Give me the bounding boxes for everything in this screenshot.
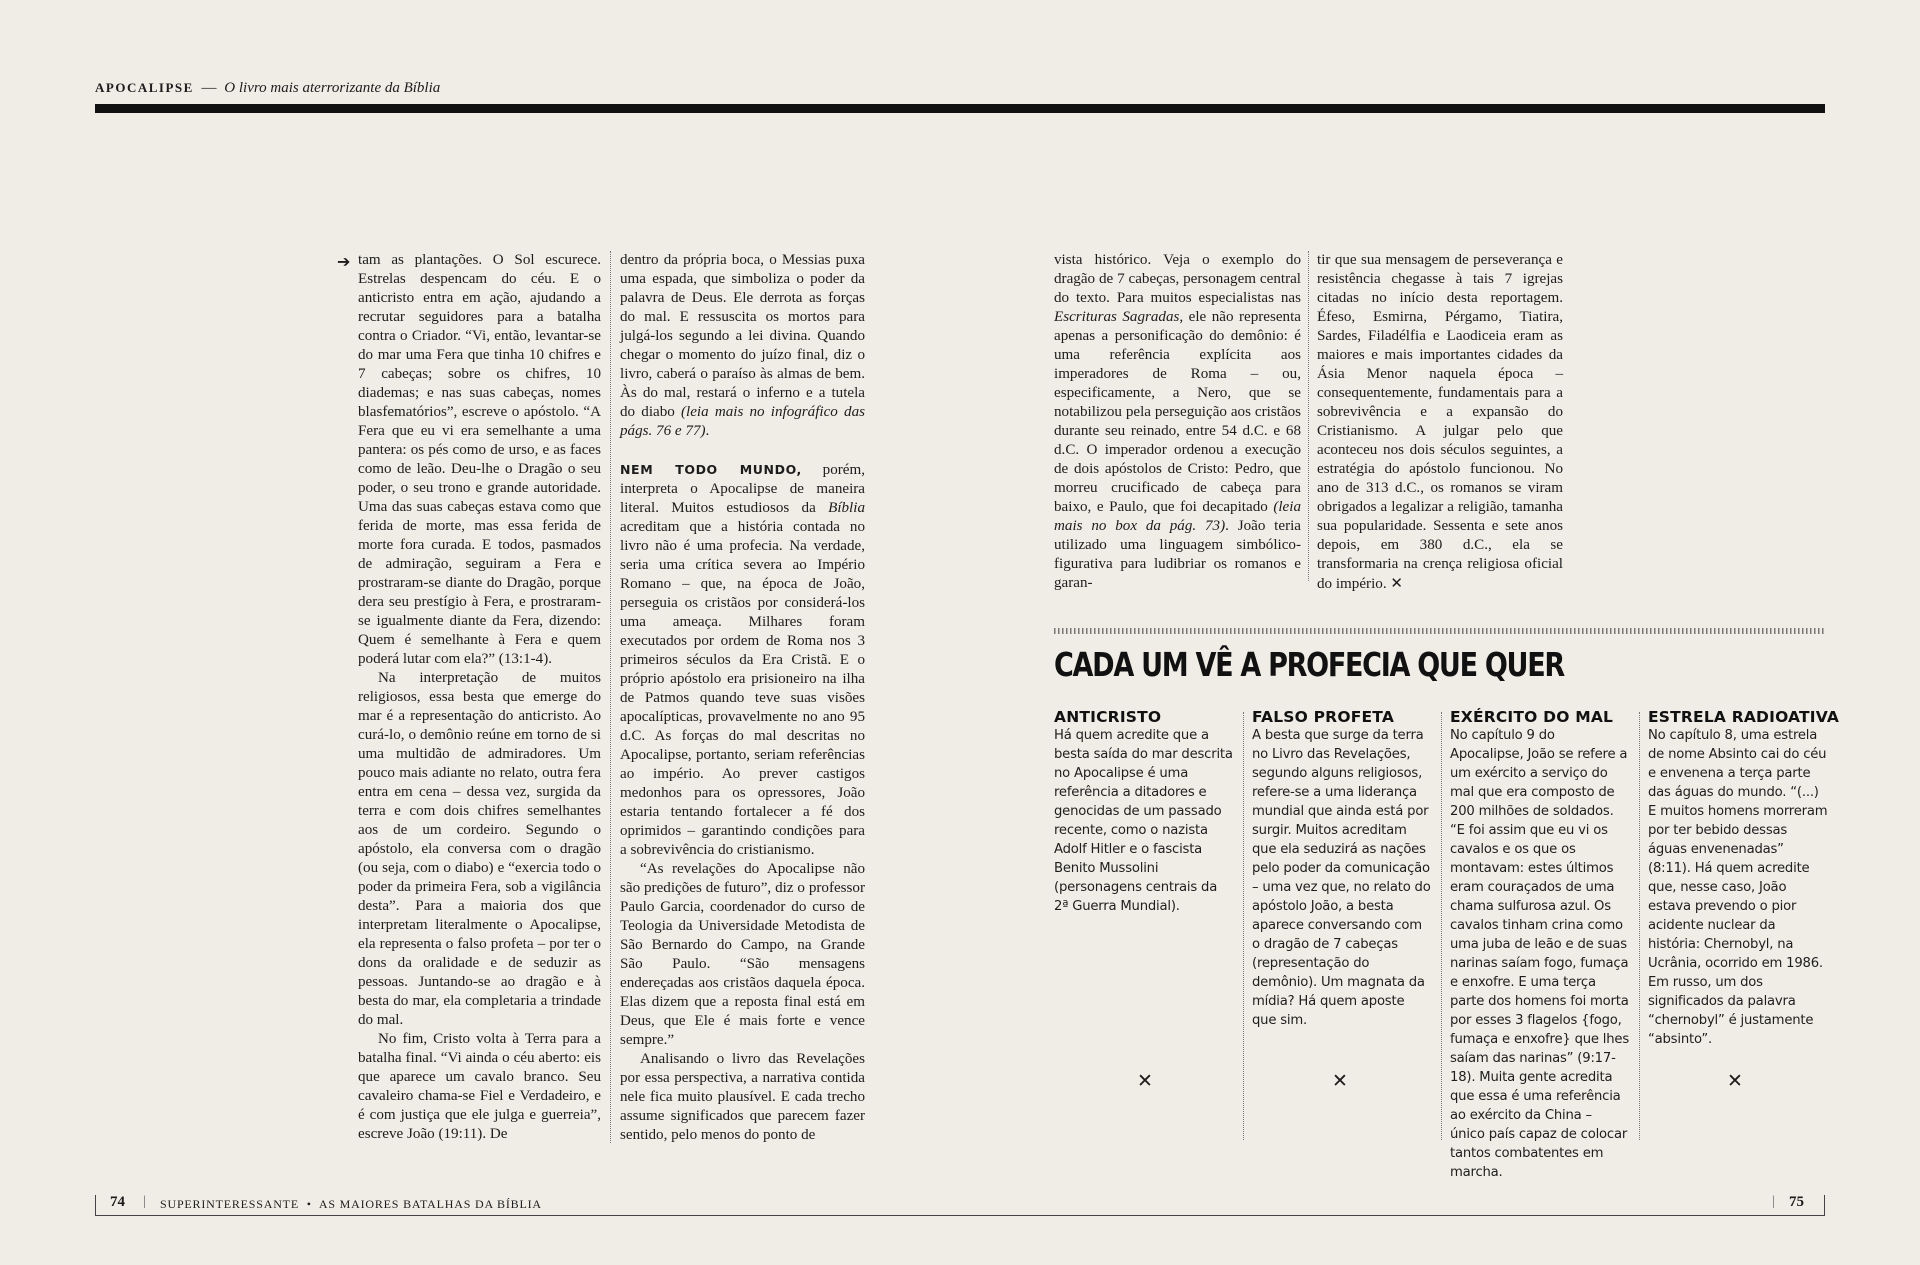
prophecy-item-anticristo (1054, 708, 1234, 916)
text-run: . (705, 423, 710, 439)
footer-separator: | (1772, 1194, 1775, 1209)
end-mark-icon: ✕ (1332, 1070, 1348, 1092)
header-subtitle: O livro mais aterrorizante da Bíblia (224, 80, 441, 96)
box-title: CADA UM VÊ A PROFECIA QUE QUER (1054, 645, 1564, 684)
footer-edge-right (1824, 1195, 1825, 1216)
box-separator (1054, 628, 1826, 634)
header-rule (95, 104, 1825, 113)
paragraph (620, 460, 865, 860)
text-run: porém, interpreta o Apocalipse de maneira literal. Muitos estudiosos da (620, 462, 866, 516)
prophecy-heading: FALSO PROFETA (1252, 708, 1395, 726)
column-divider (1308, 251, 1309, 581)
footer-edge-left (95, 1195, 96, 1216)
footer-separator: | (143, 1194, 146, 1209)
column-divider (1639, 712, 1640, 1140)
column-divider (1243, 712, 1244, 1140)
prophecy-item-exercito-do-mal (1450, 708, 1630, 1182)
prophecy-text: Há quem acredite que a besta saída do mar descrita no Apocalipse é uma referência a ditadores e genocidas de um passado recente, como o nazista Adolf Hitler e o fascista Benito Mussolini (personagens centrais da 2ª Guerra Mundial). (1054, 728, 1233, 914)
page-reference: (leia mais no infográfico das págs. 76 e 77) (620, 404, 865, 439)
text-run: . João teria utilizado uma linguagem simbólico-figurativa para ludibriar os romanos e garan- (1054, 518, 1301, 591)
page-number-right: 75 (1789, 1194, 1804, 1210)
page-number-left: 74 (110, 1194, 125, 1210)
paragraph (1054, 251, 1301, 593)
prophecy-heading: EXÉRCITO DO MAL (1450, 708, 1614, 726)
prophecy-item-estrela-radioativa (1648, 708, 1840, 1049)
prophecy-text: A besta que surge da terra no Livro das Revelações, segundo alguns religiosos, refere-se a uma liderança mundial que ainda está por surgir. Muitos acreditam que ela seduzirá as nações pelo poder da comunicação – uma vez que, no relato do apóstolo João, a besta aparece conversando com o dragão de 7 cabeças (representação do demônio). Um magnata da mídia? Há quem aposte que sim. (1252, 728, 1431, 1028)
text-run: , ele não representa apenas a personificação do demônio: é uma referência explícita aos imperadores de Roma – ou, especificamente, a Nero, que se notabilizou pela perseguição aos cristãos durante seu reinado, entre 54 d.C. e 68 d.C. O imperador ordenou a execução de dois apóstolos de Cristo: Pedro, que morreu crucificado de cabeça para baixo, e Paulo, que foi decapitado (1054, 309, 1301, 515)
footer-bullet: • (306, 1197, 312, 1211)
footer-publication (160, 1197, 542, 1212)
paragraph: Na interpretação de muitos religiosos, essa besta que emerge do mar é a representação do anticristo. Ao curá-lo, o demônio reúne em torno de si uma multidão de admiradores. Um pouco mais adiante no relato, outra fera entra em cena – dessa vez, surgida da terra e com dois chifres semelhantes aos de um cordeiro. Segundo o apóstolo, ela conversa com o dragão (ou seja, com o diabo) e “exercia todo o poder da primeira Fera, sob a vigilância desta”. Para a maioria dos que interpretam literalmente o Apocalipse, ela representa o falso profeta – por ter o dons da oralidade e de seduzir as pessoas. Juntando-se ao dragão e à besta do mar, ela completaria a trindade do mal. (358, 670, 601, 1028)
paragraph: tam as plantações. O Sol escurece. Estrelas despencam do céu. E o anticristo entra em ação, ajudando a recrutar seguidores para a batalha contra o Criador. “Vi, então, levantar-se do mar uma Fera que tinha 10 chifres e 7 cabeças; sobre os chifres, 10 diademas; e nas suas cabeças, nomes blasfematórios”, escreve o apóstolo. “A Fera que eu vi era semelhante a uma pantera: os pés como de urso, e as faces como de leão. Deu-lhe o Dragão o seu poder, o seu trono e grande autoridade. Uma das suas cabeças estava como que ferida de morte, mas essa ferida de morte fora curada. E todos, pasmados de admiração, seguiram a Fera e prostraram-se diante do Dragão, porque dera seu prestígio à Fera, e prostraram-se igualmente diante da Fera, dizendo: Quem é semelhante à Fera e quem poderá lutar com ela?” (13:1-4). (358, 252, 601, 667)
page-reference: (leia mais no box da pág. 73) (1054, 499, 1301, 534)
prophecy-text: No capítulo 9 do Apocalipse, João se refere a um exército a serviço do mal que era composto de 200 milhões de soldados. “E foi assim que eu vi os cavalos e os que os montavam: estes últimos eram couraçados de uma chama sulfurosa azul. Os cavalos tinham crina como uma juba de leão e de suas narinas saíam fogo, fumaça e enxofre. E uma terça parte dos homens foi morta por esses 3 flagelos {fogo, fumaça e enxofre} que lhes saíam das narinas” (9:17-18). Muita gente acredita que essa é uma referência ao exército da China – único país capaz de colocar tantos combatentes em marcha. (1450, 728, 1630, 1180)
text-run: dentro da própria boca, o Messias puxa uma espada, que simboliza o poder da palavra de Deus. Ele derrota as forças do mal. E ressuscita os mortos para julgá-los segundo a lei divina. Quando chegar o momento do juízo final, diz o livro, caberá o paraíso às almas de bem. Às do mal, restará o inferno e a tutela do diabo (620, 252, 865, 420)
footer-rule (95, 1215, 1825, 1216)
end-mark-icon: ✕ (1727, 1070, 1743, 1092)
text-run: acreditam que a história contada no livro não é uma profecia. Na verdade, seria uma crítica severa ao Império Romano – que, na época de João, perseguia os cristãos por considerá-los uma ameaça. Milhares foram executados por ordem de Roma nos 3 primeiros séculos da Era Cristã. E o próprio apóstolo era prisioneiro na ilha de Patmos quando teve suas visões apocalípticas, provavelmente no ano 95 d.C. As forças do mal descritas no Apocalipse, portanto, seriam referências ao império. Ao prever castigos medonhos para os opressores, João estaria tentando fortalecer a fé dos oprimidos – garantindo condições para a sobrevivência do cristianismo. (620, 519, 865, 858)
end-mark-icon: ✕ (1137, 1070, 1153, 1092)
prophecy-text: No capítulo 8, uma estrela de nome Absinto cai do céu e envenena a terça parte das águas do mundo. “(...) E muitos homens morreram por ter bebido dessas águas envenenadas” (8:11). Há quem acredite que, nesse caso, João estava prevendo o pior acidente nuclear da história: Chernobyl, na Ucrânia, ocorrido em 1986. Em russo, um dos significados da palavra “chernobyl” é justamente “absinto”. (1648, 728, 1828, 1047)
article-column-4 (1317, 251, 1563, 594)
prophecy-heading: ANTICRISTO (1054, 708, 1162, 726)
paragraph-kicker: NEM TODO MUNDO, (620, 462, 802, 477)
section-name: APOCALIPSE (95, 80, 194, 95)
column-divider (1441, 712, 1442, 1140)
text-run: vista histórico. Veja o exemplo do dragão de 7 cabeças, personagem central do texto. Para muitos especialistas nas (1054, 252, 1301, 306)
article-column-2 (620, 251, 865, 1145)
paragraph: No fim, Cristo volta à Terra para a batalha final. “Vi ainda o céu aberto: eis que aparece um cavalo branco. Seu cavaleiro chama-se Fiel e Verdadeiro, e é com justiça que ele julga e guerreia”, escreve João (19:11). De (358, 1031, 601, 1142)
paragraph (620, 251, 865, 441)
paragraph: “As revelações do Apocalipse não são predições de futuro”, diz o professor Paulo Garcia, coordenador do curso de Teologia da Universidade Metodista de São Bernardo do Campo, na Grande São Paulo. “São mensagens endereçadas aos cristãos daquela época. Elas dizem que a reposta final está em Deus, que Ele é mais forte e vence sempre.” (620, 861, 865, 1048)
article-column-3 (1054, 251, 1301, 593)
prophecy-item-falso-profeta (1252, 708, 1432, 1030)
running-header (95, 80, 440, 97)
column-divider (610, 251, 611, 1143)
header-dash: — (201, 80, 217, 96)
italic-term: Bíblia (828, 500, 865, 516)
italic-term: Escrituras Sagradas (1054, 309, 1180, 325)
end-mark-icon: ✕ (1390, 574, 1403, 592)
series-name: AS MAIORES BATALHAS DA BÍBLIA (318, 1197, 542, 1211)
paragraph (1317, 251, 1563, 594)
article-column-1 (358, 251, 601, 1144)
publication-name: SUPERINTERESSANTE (160, 1197, 299, 1211)
text-run: tir que sua mensagem de perseverança e resistência chegasse à tais 7 igrejas citadas no início desta reportagem. Éfeso, Esmirna, Pérgamo, Tiatira, Sardes, Filadélfia e Laodiceia eram as maiores e mais importantes cidades da Ásia Menor naquela época – consequentemente, fundamentais para a sobrevivência e a expansão do Cristianismo. A julgar pelo que aconteceu nos dois séculos seguintes, a estratégia do apóstolo funcionou. No ano de 313 d.C., os romanos se viram obrigados a legalizar a religião, tamanha sua popularidade. Sessenta e sete anos depois, em 380 d.C., ela se transformaria na crença religiosa oficial do império. (1317, 252, 1563, 592)
prophecy-heading: ESTRELA RADIOATIVA (1648, 708, 1840, 726)
paragraph: Analisando o livro das Revelações por essa perspectiva, a narrativa contida nele fica muito plausível. E cada trecho assume significados que parecem fazer sentido, pelo menos do ponto de (620, 1051, 865, 1143)
continue-arrow-icon: ➔ (337, 252, 351, 271)
